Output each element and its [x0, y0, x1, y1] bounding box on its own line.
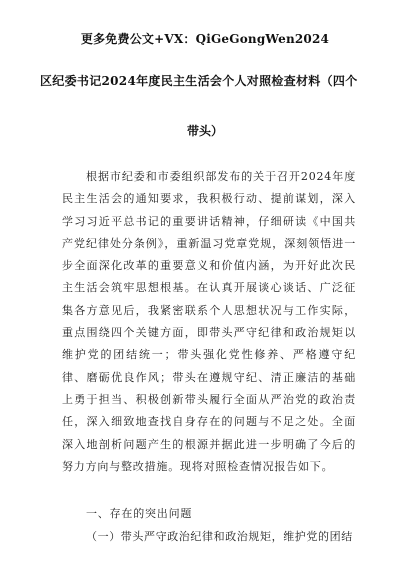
document-title-line-1: 区纪委书记2024年度民主生活会个人对照检查材料（四个 — [40, 74, 358, 88]
section-heading: 一、存在的突出问题 — [86, 507, 193, 520]
document-title-line-2: 带头） — [186, 124, 223, 138]
subsection-heading: （一）带头严守政治纪律和政治规矩，维护党的团结 — [86, 530, 353, 543]
body-paragraph: 根据市纪委和市委组织部发布的关于召开2024年度民主生活会的通知要求，我积极行动、提前谋划，深入学习习近平总书记的重要讲话精神，仔细研读《中国共产党纪律处分条例》，重新温习党章党规，深刻领悟进一步全面深化改革的重要意义和价值内涵，为开好此次民主生活会筑牢思想根基。在认真开展谈心谈话、广泛征集各方意见后，我紧密联系个人思想状况与工作实际，重点围绕四个关键方面，即带头严守纪律和政治规矩以维护党的团结统一；带头强化党性修养、严格遵守纪律、磨砺优良作风；带头在遵规守纪、清正廉洁的基础上勇于担当、积极创新带头履行全面从严治党的政治责任，深入细致地查找自身存在的问题与不足之处。全面深入地剖析问题产生的根源并据此进一步明确了今后的努力方向与整改措施。现将对照检查情况报告如下。 — [62, 170, 356, 473]
document-body — [62, 166, 356, 478]
document-header: 更多免费公文+VX：QiGeGongWen2024 — [80, 32, 330, 46]
